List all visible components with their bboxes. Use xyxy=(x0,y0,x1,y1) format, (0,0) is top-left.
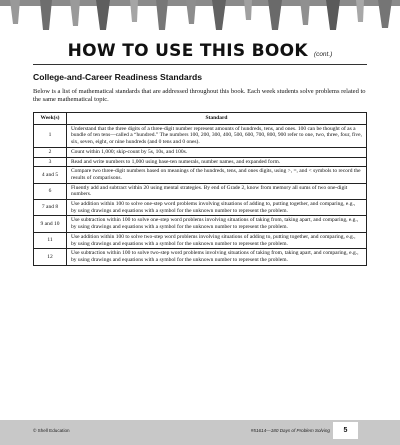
title-text: HOW TO USE THIS BOOK xyxy=(67,41,308,61)
table-row xyxy=(34,157,367,167)
intro-paragraph: Below is a list of mathematical standards that are addressed throughout this book. Each week students solve problems related to the same mathematical topic. xyxy=(33,88,366,104)
week-cell: 7 and 8 xyxy=(34,200,67,216)
table-row xyxy=(34,200,367,216)
standard-cell: Read and write numbers to 1,000 using base-ten numerals, number names, and expanded form. xyxy=(67,157,367,167)
table-row xyxy=(34,232,367,248)
standard-cell: Count within 1,000; skip-count by 5s, 10s, and 100s. xyxy=(67,147,367,157)
standard-cell: Use subtraction within 100 to solve one-step word problems involving situations of taking from, taking apart, and comparing, e.g., by using drawings and equations with a symbol for the unknown number to represent the problem. xyxy=(67,216,367,232)
standard-cell: Compare two three-digit numbers based on meanings of the hundreds, tens, and ones digits, using >, =, and < symbols to record the results of comparisons. xyxy=(67,167,367,183)
week-cell: 2 xyxy=(34,147,67,157)
standard-cell: Use subtraction within 100 to solve two-step word problems involving situations of taking from, taking apart, and comparing, e.g., by using drawings and equations with a symbol for the unknown number to represent the problem. xyxy=(67,249,367,265)
standards-table xyxy=(33,112,367,266)
footer-publisher: © Shell Education xyxy=(33,428,70,433)
title-suffix: (cont.) xyxy=(313,51,333,58)
week-cell: 4 and 5 xyxy=(34,167,67,183)
week-cell: 1 xyxy=(34,124,67,147)
column-header-standard: Standard xyxy=(67,113,367,125)
week-cell: 6 xyxy=(34,183,67,199)
week-cell: 11 xyxy=(34,232,67,248)
page-footer xyxy=(0,420,400,445)
section-heading: College-and-Career Readiness Standards xyxy=(33,72,203,82)
table-row xyxy=(34,124,367,147)
page-number: 5 xyxy=(333,422,358,439)
column-header-weeks: Week(s) xyxy=(34,113,67,125)
table-row xyxy=(34,147,367,157)
week-cell: 12 xyxy=(34,249,67,265)
footer-book-title: #51614—180 Days of Problem Solving xyxy=(250,428,330,433)
page-title xyxy=(0,41,400,61)
table-row xyxy=(34,216,367,232)
standard-cell: Fluently add and subtract within 20 using mental strategies. By end of Grade 2, know from memory all sums of two one-digit numbers. xyxy=(67,183,367,199)
table-row xyxy=(34,183,367,199)
table-header-row xyxy=(34,113,367,125)
table-row xyxy=(34,167,367,183)
week-cell: 3 xyxy=(34,157,67,167)
standard-cell: Understand that the three digits of a three-digit number represent amounts of hundreds, tens, and ones. 100 can be thought of as a bundle of ten tens—called a “hundred.” The numbers 100, 200, 300, 400, 500, 600, 700, 800, 900 refer to one, two, three, four, five, six, seven, eight, or nine hundreds (and 0 tens and 0 ones). xyxy=(67,124,367,147)
week-cell: 9 and 10 xyxy=(34,216,67,232)
title-divider xyxy=(33,64,367,65)
header-decoration xyxy=(0,0,400,30)
table-row xyxy=(34,249,367,265)
standard-cell: Use addition within 100 to solve one-step word problems involving situations of adding to, putting together, and comparing, e.g., by using drawings and equations with a symbol for the unknown number to represent the problem. xyxy=(67,200,367,216)
standard-cell: Use addition within 100 to solve two-step word problems involving situations of adding to, putting together, and comparing, e.g., by using drawings and equations with a symbol for the unknown number to represent the problem. xyxy=(67,232,367,248)
